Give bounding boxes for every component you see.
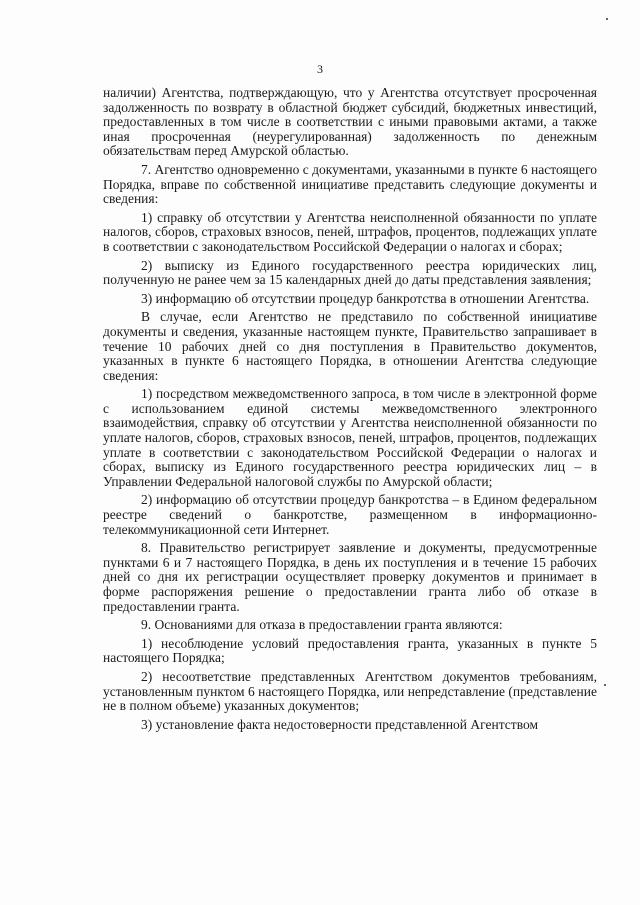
paragraph: 3) установление факта недостоверности представленной Агентством [141,716,539,732]
paragraph: наличии) Агентства, подтверждающую, что у Агентства отсутствует просроченная задолженность по возврату в областной бюджет субсидий, бюджетных инвестиций, предоставленных в том числе в соответствии с иными правовыми актами, а также иная просроченная (неурегулированная) задолженность по денежным обязательствам перед Амурской областью. [103,85,597,159]
paragraph: 1) посредством межведомственного запроса, в том числе в электронной форме с использованием единой системы межведомственного электронного взаимодействия, справку об отсутствии у Агентства неисполненной обязанности по уплате налогов, сборов, страховых взносов, пеней, штрафов, процентов, подлежащих уплате в соответствии с законодательством Российской Федерации о налогах и сборах, выписку из Единого государственного реестра юридических лиц – в Управлении Федеральной налоговой службы по Амурской области; [103,386,597,489]
paragraph: 1) справку об отсутствии у Агентства неисполненной обязанности по уплате налогов, сборов, страховых взносов, пеней, штрафов, процентов, подлежащих уплате в соответствии с законодательством Российской Федерации о налогах и сборах; [103,209,597,254]
paragraph: 9. Основаниями для отказа в предоставлении гранта являются: [141,617,503,633]
paragraph: 2) несоответствие представленных Агентством документов требованиям, установленным пунктом 6 настоящего Порядка, или непредставление (представление не в полном объеме) указанных документов; [103,668,597,714]
scan-speck [604,684,606,686]
document-body [103,86,597,736]
paragraph: 1) несоблюдение условий предоставления гранта, указанных в пункте 5 настоящего Порядка; [103,635,597,666]
page-number: 3 [317,62,323,76]
paragraph: 7. Агентство одновременно с документами, указанными в пункте 6 настоящего Порядка, вправе по собственной инициативе представить следующие документы и сведения: [103,161,597,207]
paragraph: 8. Правительство регистрирует заявление и документы, предусмотренные пунктами 6 и 7 настоящего Порядка, в день их поступления и в течение 15 рабочих дней со дня их регистрации осуществляет проверку документов и принимает в форме распоряжения решение о предоставлении гранта либо об отказе в предоставлении гранта. [103,540,597,614]
paragraph: 3) информацию об отсутствии процедур банкротства в отношении Агентства. [141,290,590,306]
paragraph: 2) информацию об отсутствии процедур банкротства – в Едином федеральном реестре сведений о банкротстве, размещенном в информационно-телекоммуникационной сети Интернет. [103,492,597,537]
paragraph: 2) выписку из Единого государственного реестра юридических лиц, полученную не ранее чем за 15 календарных дней до даты представления заявления; [103,257,597,288]
paragraph: В случае, если Агентство не представило по собственной инициативе документы и сведения, указанные настоящем пункте, Правительство запрашивает в течение 10 рабочих дней со дня поступления в Правительство документов, указанных в пункте 6 настоящего Порядка, в отношении Агентства следующие сведения: [103,309,597,383]
scan-speck [606,18,608,20]
